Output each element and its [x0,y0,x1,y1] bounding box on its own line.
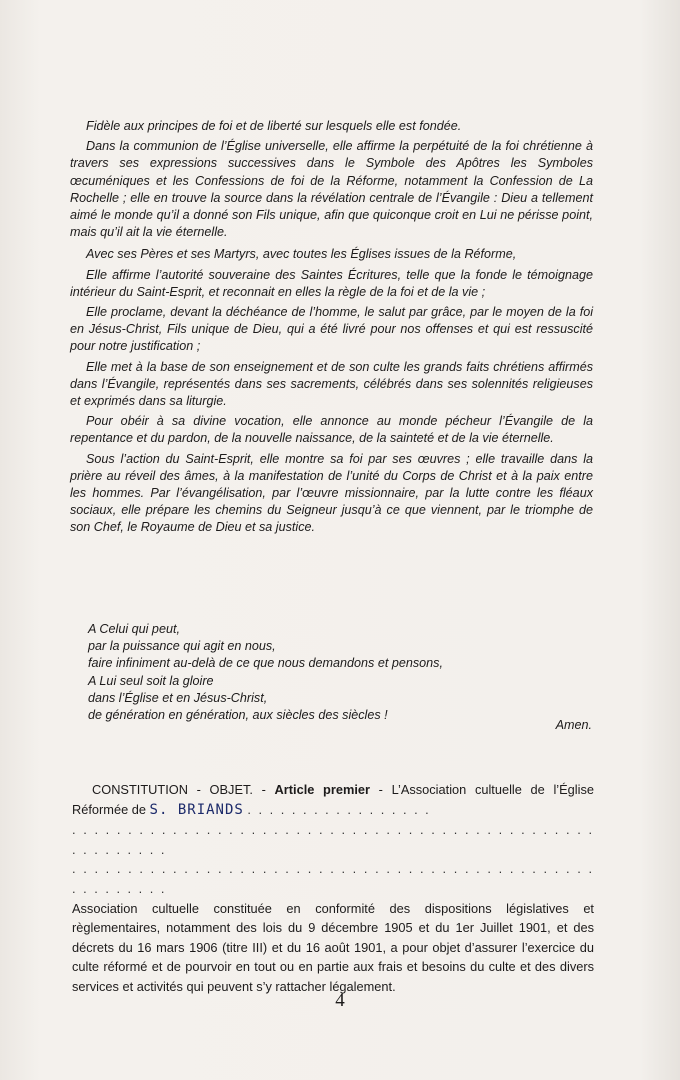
paragraph: Avec ses Pères et ses Martyrs, avec toutes les Églises issues de la Réforme, [86,247,517,262]
paragraph: Dans la communion de l’Église universelle, elle affirme la perpétuité de la foi chrétienne à travers ses expressions successives dans le Symbole des Apôtres les Symboles œcuméniques et les Confessions de foi de la Réforme, notamment la Confession de La Rochelle ; elle en trouve la source dans la révélation centrale de l’Évangile : Dieu a tellement aimé le monde qu’il a donné son Fils unique, afin que quiconque croit en Lui ne périsse point, mais qu’il ait la vie éternelle. [70,139,593,240]
doxology-line: dans l’Église et en Jésus-Christ, [88,690,268,705]
amen: Amen. [555,718,592,732]
fill-dots-line: . . . . . . . . . . . . . . . . . . . . . . . . . . . . . . . . . . . . . . . . . . . . . . . . . . . . . . . . [72,822,594,857]
doxology-line: par la puissance qui agit en nous, [88,639,276,654]
paragraph: Sous l’action du Saint-Esprit, elle montre sa foi par ses œuvres ; elle travaille dans la prière au réveil des âmes, à la manifestation de l’unité du Corps de Christ et à la paix entre les hommes. Par l’évangélisation, par l’œuvre missionnaire, par la lutte contre les fléaux sociaux, elle prépare les chemins du Seigneur jusqu’à ce que viennent, par le triomphe de son Chef, le Royaume de Dieu et sa justice. [70,451,593,535]
fill-dots-line: . . . . . . . . . . . . . . . . . . . . . . . . . . . . . . . . . . . . . . . . . . . . . . . . . . . . . . . . [72,861,594,896]
handwritten-church-name: S. BRIANDS [149,801,244,818]
paragraph: Pour obéir à sa divine vocation, elle annonce au monde pécheur l’Évangile de la repentance et du pardon, de la nouvelle naissance, de la sainteté et de la vie éternelle. [70,414,593,446]
paragraph: Elle proclame, devant la déchéance de l’homme, le salut par grâce, par le moyen de la foi en Jésus-Christ, Fils unique de Dieu, qui a été livré pour nos offenses et qui est ressuscité pour notre justification ; [70,305,593,354]
paragraph: Elle affirme l’autorité souveraine des Saintes Écritures, telle que la fonde le témoignage intérieur du Saint-Esprit, et reconnait en elles la règle de la foi et de la vie ; [70,267,593,299]
paragraph: Fidèle aux principes de foi et de liberté sur lesquels elle est fondée. [86,119,462,133]
paragraph: Elle met à la base de son enseignement et de son culte les grands faits chrétiens affirmés dans l’Évangile, représentés dans ses sacrements, célébrés dans ses solennités religieuses et exprimés dans sa liturgie. [70,359,593,409]
page-number: 4 [335,990,345,1011]
doxology-line: faire infiniment au-delà de ce que nous demandons et pensons, [88,656,443,671]
doxology-line: de génération en génération, aux siècles des siècles ! [88,708,388,723]
constitution-body: Association cultuelle constituée en conformité des dispositions législatives et règlementaires, notamment des lois du 9 décembre 1905 et du 1er Juillet 1901, et des décrets du 16 mars 1906 (titre III) et du 16 août 1901, a pour objet d’assurer l’exercice du culte réformé et de pourvoir en tout ou en partie aux frais et besoins du culte et des divers services et activités qui peuvent s’y rattacher légalement. [72,900,594,994]
constitution-heading: CONSTITUTION - OBJET. - [92,782,266,797]
doxology-line: A Celui qui peut, [88,622,180,636]
doxology [88,621,508,724]
fill-dots: . . . . . . . . . . . . . . . . . [247,801,431,817]
article-title: Article premier [274,782,370,797]
constitution-article [72,780,594,997]
constitution-intro-text: - L’Association cultuelle de l’Église Réformée de [72,782,594,817]
declaration-of-faith [70,118,593,540]
doxology-line: A Lui seul soit la gloire [88,673,214,688]
constitution-intro [72,780,594,820]
